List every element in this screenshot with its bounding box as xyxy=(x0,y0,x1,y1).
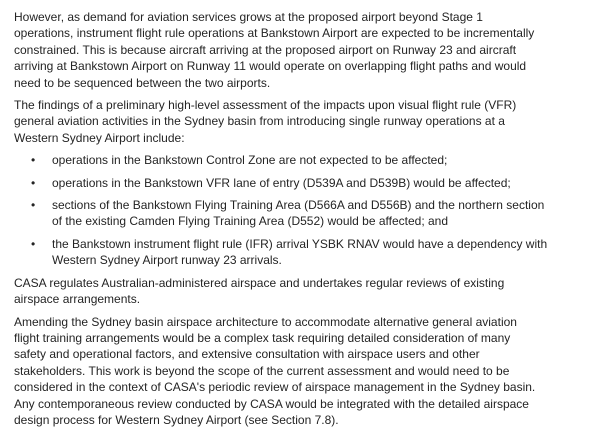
text-line: of the existing Camden Flying Training Area (D552) would be affected; and xyxy=(52,214,449,229)
text-line: operations in the Bankstown Control Zone are not expected to be affected; xyxy=(52,153,448,168)
bullet-item-control-zone xyxy=(14,152,592,168)
text-line: general aviation activities in the Sydney basin from introducing single runway operations at a xyxy=(14,114,505,129)
bullet-text xyxy=(52,236,592,269)
bullet-marker: • xyxy=(31,153,36,168)
text-line: need to be sequenced between the two airports. xyxy=(14,75,271,90)
findings-bullet-list xyxy=(14,152,592,268)
text-line: However, as demand for aviation services grows at the proposed airport beyond Stage 1 xyxy=(14,10,483,24)
text-line: Amending the Sydney basin airspace architecture to accommodate alternative general aviation xyxy=(14,314,517,329)
bullet-marker: • xyxy=(31,198,36,213)
bullet-item-vfr-lane xyxy=(14,175,592,191)
text-line: Western Sydney Airport runway 23 arrivals. xyxy=(52,253,282,268)
text-line: safety and operational factors, and extensive consultation with airspace users and other xyxy=(14,347,480,362)
bullet-marker: • xyxy=(31,236,36,251)
text-line: The findings of a preliminary high-level assessment of the impacts upon visual flight rule (VFR) xyxy=(14,98,517,113)
bullet-text xyxy=(52,152,592,168)
text-line: the Bankstown instrument flight rule (IFR) arrival YSBK RNAV would have a dependency with xyxy=(52,236,548,251)
paragraph-casa-regulates xyxy=(14,275,592,308)
text-line: operations, instrument flight rule operations at Bankstown Airport are expected to be incrementally xyxy=(14,26,535,41)
text-line: considered in the context of CASA's periodic review of airspace management in the Sydney basin. xyxy=(14,380,536,395)
text-line: airspace arrangements. xyxy=(14,292,141,307)
text-line: Western Sydney Airport include: xyxy=(14,130,185,145)
text-line: constrained. This is because aircraft arriving at the proposed airport on Runway 23 and aircraft xyxy=(14,42,517,57)
text-line: operations in the Bankstown VFR lane of entry (D539A and D539B) would be affected; xyxy=(52,175,511,190)
paragraph-amending-architecture xyxy=(14,314,592,429)
bullet-marker: • xyxy=(31,175,36,190)
text-line: Any contemporaneous review conducted by CASA would be integrated with the detailed airspace xyxy=(14,396,529,411)
bullet-text xyxy=(52,197,592,230)
bullet-item-training-areas xyxy=(14,197,592,230)
bullet-item-ifr-arrival xyxy=(14,236,592,269)
paragraph-demand-constraints xyxy=(14,9,592,91)
text-line: design process for Western Sydney Airport (see Section 7.8). xyxy=(14,412,339,427)
bullet-text xyxy=(52,175,592,191)
text-line: arriving at Bankstown Airport on Runway 11 would operate on overlapping flight paths and would xyxy=(14,59,527,74)
text-line: CASA regulates Australian-administered airspace and undertakes regular reviews of existing xyxy=(14,275,505,290)
text-line: flight training arrangements would be a complex task requiring detailed consideration of many xyxy=(14,330,511,345)
text-line: stakeholders. This work is beyond the scope of the current assessment and would need to be xyxy=(14,363,510,378)
text-line: sections of the Bankstown Flying Training Area (D566A and D556B) and the northern section xyxy=(52,198,545,213)
paragraph-findings-intro xyxy=(14,97,592,146)
